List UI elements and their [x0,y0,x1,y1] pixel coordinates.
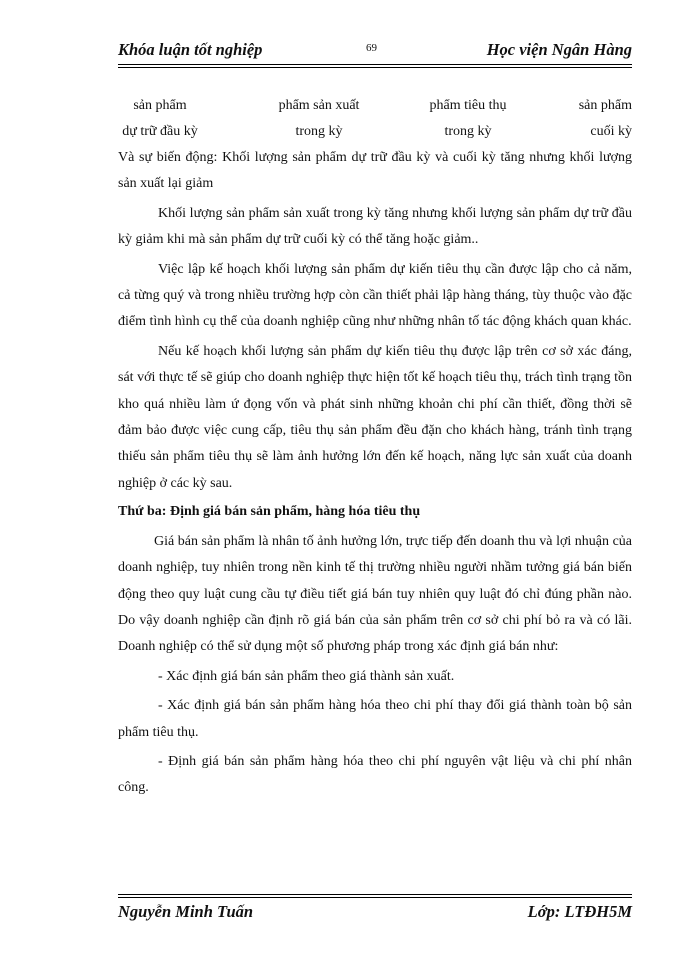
header-thesis-title: Khóa luận tốt nghiệp [118,40,263,59]
formula-column-closing-stock: sản phẩm cuối kỳ [578,98,632,139]
list-item: - Định giá bán sản phẩm hàng hóa theo chi phí nguyên vật liệu và chi phí nhân công. [118,753,632,796]
formula-column-opening-stock: sản phẩm dự trữ đầu kỳ [122,98,198,139]
formula-column-production: phẩm sản xuất trong kỳ [278,98,360,139]
list-item: - Xác định giá bán sản phẩm hàng hóa theo chi phí thay đổi giá thành toàn bộ sản phẩm tiêu thụ. [118,698,632,740]
page-footer [118,900,632,928]
header-rule [118,64,632,68]
footer-class: Lớp: LTĐH5M [527,902,632,921]
paragraph: Và sự biến động: Khối lượng sản phẩm dự trữ đầu kỳ và cuối kỳ tăng nhưng khối lượng sản xuất lại giảm [118,150,632,192]
header-institution: Học viện Ngân Hàng [486,40,632,59]
paragraph: Nếu kế hoạch khối lượng sản phẩm dự kiến tiêu thụ được lập trên cơ sở xác đáng, sát với thực tế sẽ giúp cho doanh nghiệp thực hiện tốt kế hoạch tiêu thụ, trách tình trạng tồn kho quá nhiều làm ứ đọng vốn và phát sinh những khoản chi phí cần thiết, đồng thời sẽ đảm bảo được việc cung cấp, tiêu thụ sản phẩm đều đặn cho khách hàng, tránh tình trạng thiếu sản phẩm tiêu thụ sẽ làm ảnh hưởng lớn đến kế hoạch, năng lực sản xuất của doanh nghiệp ở các kỳ sau. [118,343,632,491]
page-number: 69 [366,42,377,54]
formula-column-consumption: phẩm tiêu thụ trong kỳ [429,98,507,139]
paragraph: Việc lập kế hoạch khối lượng sản phẩm dự kiến tiêu thụ cần được lập cho cả năm, cả từng quý và trong nhiều trường hợp còn cần thiết phải lập hàng tháng, tùy thuộc vào đặc điểm tình hình cụ thể của doanh nghiệp cũng như những nhân tố tác động khách quan khác. [118,261,632,330]
paragraph: Khối lượng sản phẩm sản xuất trong kỳ tăng nhưng khối lượng sản phẩm dự trữ đầu kỳ giảm khi mà sản phẩm dự trữ cuối kỳ có thể tăng hoặc giảm.. [118,205,632,248]
list-item: - Xác định giá bán sản phẩm theo giá thành sản xuất. [158,668,455,684]
footer-rule [118,894,632,898]
footer-author: Nguyễn Minh Tuấn [118,902,254,921]
page-body [118,93,632,802]
formula-columns [118,93,632,145]
paragraph: Giá bán sản phẩm là nhân tố ảnh hưởng lớn, trực tiếp đến doanh thu và lợi nhuận của doanh nghiệp, tuy nhiên trong nền kinh tế thị trường nhiều người nhầm tưởng giá bán biến động theo quy luật cung cầu tự điều tiết giá bán tuy nhiên quy luật đó chỉ đúng phần nào. Do vậy doanh nghiệp cần định rõ giá bán của sản phẩm trên cơ sở chi phí bỏ ra và có lãi. Doanh nghiệp có thể sử dụng một số phương pháp trong xác định giá bán như: [118,533,632,655]
section-heading: Thứ ba: Định giá bán sản phẩm, hàng hóa tiêu thụ [118,504,421,520]
